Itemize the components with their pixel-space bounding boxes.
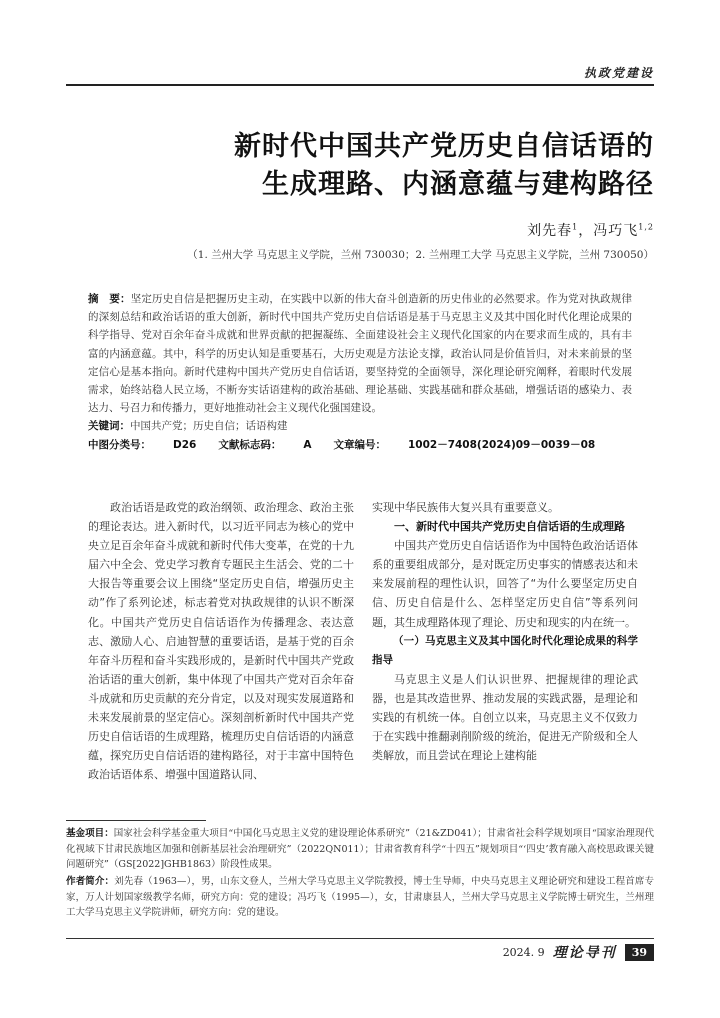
article-no-value: 1002－7408(2024)09－0039－08 — [407, 438, 596, 451]
body-column-left — [88, 498, 354, 784]
body-paragraph: 政治话语是政党的政治纲领、政治理念、政治主张的理论表达。进入新时代，以习近平同志为核心的党中央立足百余年奋斗成就和新时代伟大变革，在党的十九届六中全会、党史学习教育专题民主生活会、党的二十大报告等重要会议上围绕“坚定历史自信，增强历史主动”作了系列论述，标志着党对执政规律的认识不断深化。中国共产党历史自信话语作为传播理念、表达意志、激励人心、启迪智慧的重要话语，是基于党的百余年奋斗历程和奋斗实践形成的，是新时代中国共产党政治话语的重大创新，集中体现了中国共产党对百余年奋斗成就和历史贡献的充分肯定，以及对现实发展道路和未来发展前景的坚定信心。深刻剖析新时代中国共产党历史自信话语的生成理路，梳理历史自信话语的内涵意蕴，探究历史自信话语的建构路径，对于丰富中国特色政治话语体系、增强中国道路认同、 — [88, 501, 354, 782]
author-bio-text: 刘先春（1963—），男，山东文登人，兰州大学马克思主义学院教授，博士生导师，中央马克思主义理论研究和建设工程首席专家，万人计划国家级教学名师，研究方向：党的建设；冯巧飞（1995—），女，甘肃康县人，兰州大学马克思主义学院博士研究生，兰州理工大学马克思主义学院讲师，研究方向：党的建设。 — [66, 876, 654, 919]
section-tag: 执政党建设 — [583, 66, 654, 80]
section-heading: 一、新时代中国共产党历史自信话语的生成理路 — [394, 520, 625, 534]
keywords — [88, 417, 632, 435]
authors — [527, 220, 654, 240]
title-line-2: 生成理路、内涵意蕴与建构路径 — [262, 169, 654, 200]
author-2-name: 冯巧飞 — [593, 223, 639, 239]
fund-text: 国家社会科学基金重大项目“中国化马克思主义党的建设理论体系研究”（21&ZD041）；甘肃省社会科学规划项目“国家治理现代化视域下甘肃民族地区加强和创新基层社会治理研究”（2022QN011）；甘肃省教育科学“十四五”规划项目“‘四史’教育融入高校思政课关键问题研究”（GS[2022]GHB1863）阶段性成果。 — [66, 828, 654, 871]
keywords-text: 中国共产党；历史自信；话语构建 — [130, 420, 288, 433]
keywords-label: 关键词： — [88, 420, 130, 433]
abstract-block — [88, 290, 632, 454]
doc-code-label: 文献标志码： — [218, 438, 282, 451]
abstract-text: 坚定历史自信是把握历史主动，在实践中以新的伟大奋斗创造新的历史伟业的必然要求。作为党对执政规律的深刻总结和政治话语的重大创新，新时代中国共产党历史自信话语是基于马克思主义及其中国化时代化理论成果的科学指导、党对百余年奋斗成就和世界贡献的把握凝练、全面建设社会主义现代化国家的内在要求而生成的，具有丰富的内涵意蕴。其中，科学的历史认知是重要基石，大历史观是方法论支撑，政治认同是价值旨归，对未来前景的坚定信心是基本指向。新时代建构中国共产党历史自信话语，要坚持党的全面领导，深化理论研究阐释，着眼时代发展需求，始终站稳人民立场，不断夯实话语建构的政治基础、理论基础、实践基础和群众基础，增强话语的感染力、表达力、号召力和传播力，更好地推动社会主义现代化强国建设。 — [88, 293, 633, 415]
body-paragraph: 马克思主义是人们认识世界、把握规律的理论武器，也是其改造世界、推动发展的实践武器，是理论和实践的有机统一体。自创立以来，马克思主义不仅致力于在实践中推翻剥削阶级的统治，促进无产阶级和全人类解放，而且尝试在理论上建构能 — [372, 672, 638, 763]
footnote-funding — [66, 826, 654, 873]
author-1-name: 刘先春 — [527, 223, 573, 239]
footnote-author-bio — [66, 874, 654, 921]
abstract-label: 摘 要： — [88, 293, 131, 305]
header-rule — [66, 84, 654, 86]
classification-line — [88, 436, 632, 454]
issue-date: 2024. 9 — [502, 945, 545, 959]
document-code — [218, 439, 311, 451]
author-2-affil-mark: 1,2 — [638, 222, 654, 232]
article-title — [66, 128, 654, 204]
doc-code-value: A — [303, 438, 312, 451]
author-1-affil-mark: 1 — [572, 222, 579, 232]
affiliations: （1. 兰州大学 马克思主义学院，兰州 730030；2. 兰州理工大学 马克思主义学院，兰州 730050） — [187, 249, 654, 261]
body-paragraph: 实现中华民族伟大复兴具有重要意义。 — [372, 501, 559, 514]
body-column-right — [372, 498, 638, 765]
footnote-rule — [66, 820, 206, 821]
author-separator: ， — [578, 223, 594, 239]
page-footer — [503, 941, 654, 963]
author-bio-label: 作者简介： — [66, 876, 115, 887]
article-no-label: 文章编号： — [333, 438, 386, 451]
clc-number — [88, 439, 196, 451]
page-number: 39 — [625, 944, 654, 961]
clc-label: 中图分类号： — [88, 438, 151, 451]
footer-rule — [66, 938, 654, 939]
fund-label: 基金项目： — [66, 828, 114, 839]
abstract — [88, 290, 632, 417]
journal-name: 理论导刊 — [552, 945, 617, 961]
subsection-heading: （一）马克思主义及其中国化时代化理论成果的科学指导 — [372, 634, 638, 666]
clc-value: D26 — [173, 438, 197, 451]
title-line-1: 新时代中国共产党历史自信话语的 — [234, 131, 654, 162]
body-paragraph: 中国共产党历史自信话语作为中国特色政治话语体系的重要组成部分，是对既定历史事实的情感表达和未来发展前程的理性认识，回答了“为什么要坚定历史自信、历史自信是什么、怎样坚定历史自信”等系列问题，其生成理路体现了理论、历史和现实的内在统一。 — [372, 539, 638, 629]
article-number — [333, 439, 595, 451]
